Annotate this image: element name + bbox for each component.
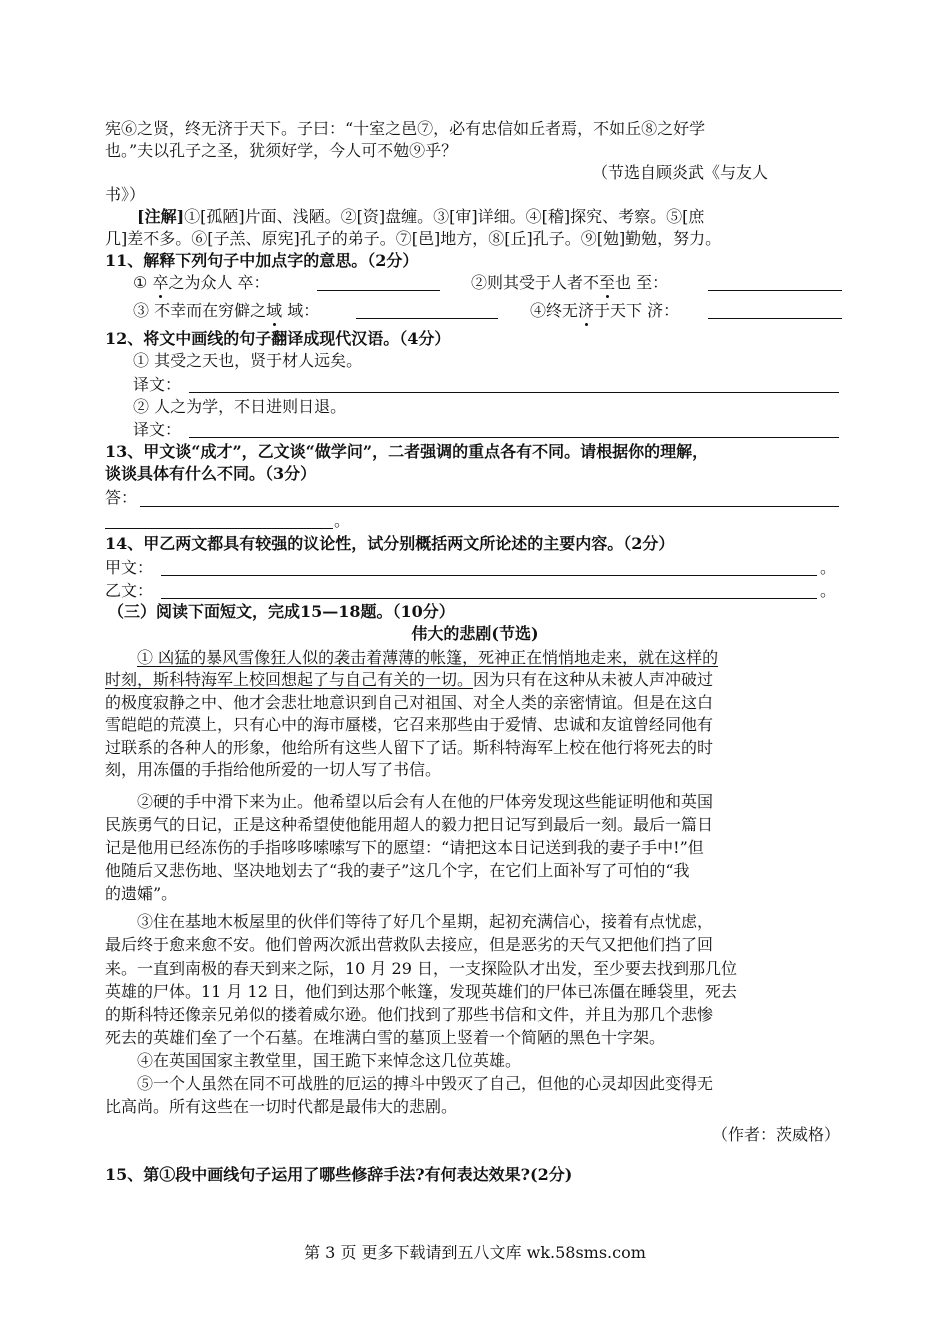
article-title: 伟大的悲剧(节选) — [411, 624, 539, 643]
article-line: 民族勇气的日记，正是这种希望使他能用超人的毅力把日记写到最后一刻。最后一篇日 — [105, 815, 714, 834]
q11-item-3 — [133, 300, 319, 322]
underlined-sentence: ① 凶猛的暴风雪像狂人似的袭击着薄薄的帐篷，死神正在悄悄地走来，就在这样的 — [137, 648, 719, 667]
q13-answer-line-2[interactable] — [105, 528, 333, 529]
article-line: 刻，用冻僵的手指给他所爱的一切人写了书信。 — [105, 760, 442, 779]
q11-text: ① — [133, 273, 153, 292]
q11-text: ④终无 — [530, 301, 579, 320]
article-paragraph-1 — [137, 647, 718, 669]
q12-answer-line-2[interactable] — [189, 437, 839, 438]
article-line: 来。一直到南极的春天到来之际，10 月 29 日，一支探险队才出发，至少要去找到那几位 — [105, 959, 737, 978]
note-line — [137, 206, 704, 228]
q12-sentence-1: ① 其受之天也，贤于材人远矣。 — [133, 351, 363, 370]
question-13-title: 谈谈具体有什么不同。（3分） — [105, 464, 317, 483]
q14-end-b: 。 — [820, 581, 837, 600]
article-line: 记是他用已经冻伤的手指哆哆嗦嗦写下的愿望：“请把这本日记送到我的妻子手中!”但 — [105, 838, 704, 857]
passage-line: 宪⑥之贤，终无济于天下。子曰：“十室之邑⑦，必有忠信如丘者焉，不如丘⑧之好学 — [105, 119, 706, 138]
question-13-title: 13、甲文谈“成才”，乙文谈“做学问”，二者强调的重点各有不同。请根据你的理解， — [105, 442, 709, 461]
q13-end-mark: 。 — [334, 511, 351, 530]
q11-item-4 — [530, 300, 679, 322]
note-line: 几]差不多。⑥[子羔、原宪]孔子的弟子。⑦[邑]地方，⑧[丘]孔子。⑨[勉]勤勉，努力。 — [105, 229, 722, 248]
article-line: 英雄的尸体。11 月 12 日，他们到达那个帐篷，发现英雄们的尸体已冻僵在睡袋里，死去 — [105, 982, 737, 1001]
article-line: 的极度寂静之中、他才会悲壮地意识到自己对祖国、对全人类的亲密情谊。但是在这白 — [105, 693, 714, 712]
q14-answer-line-a[interactable] — [161, 575, 817, 576]
article-line: 最后终于愈来愈不安。他们曾两次派出营救队去接应，但是恶劣的天气又把他们挡了回 — [105, 935, 714, 954]
q11-dotted-char: 域 — [266, 301, 283, 320]
underlined-sentence: 时刻，斯科特海军上校回想起了与自己有关的一切。 — [105, 670, 474, 689]
article-line: 的遗孀”。 — [105, 884, 178, 903]
note-text: ①[孤陋]片面、浅陋。②[资]盘缠。③[审]详细。④[稽]探究、考察。⑤[庶 — [184, 207, 705, 226]
section-3-heading: （三）阅读下面短文，完成15—18题。（10分） — [108, 602, 455, 621]
article-line: 的斯科特还像亲兄弟似的搂着威尔逊。他们找到了那些书信和文件，并且为那几个悲惨 — [105, 1005, 714, 1024]
q11-text: ②则其受于人者不 — [471, 273, 600, 292]
passage-source: 书》） — [105, 185, 146, 204]
q12-label-2: 译文： — [133, 420, 182, 439]
q11-answer-blank-3[interactable] — [356, 318, 498, 319]
q11-item-1 — [133, 272, 270, 294]
q13-answer-line-1[interactable] — [140, 506, 839, 507]
question-11-title: 11、解释下列句子中加点字的意思。（2分） — [105, 251, 419, 270]
question-12-title: 12、将文中画线的句子翻译成现代汉语。（4分） — [105, 329, 451, 348]
article-line: 雪皑皑的荒漠上，只有心中的海市蜃楼，它召来那些由于爱情、忠诚和友谊曾经同他有 — [105, 715, 714, 734]
q11-dotted-char: 济 — [578, 301, 595, 320]
q11-text: 域： — [282, 301, 320, 320]
question-14-title: 14、甲乙两文都具有较强的议论性，试分别概括两文所论述的主要内容。（2分） — [105, 534, 675, 553]
q14-answer-line-b[interactable] — [161, 598, 817, 599]
q11-answer-blank-4[interactable] — [708, 318, 842, 319]
article-line: 死去的英雄们垒了一个石墓。在堆满白雪的墓顶上竖着一个简陋的黑色十字架。 — [105, 1028, 666, 1047]
passage-line: 也。”夫以孔子之圣，犹须好学，今人可不勉⑨乎？ — [105, 141, 458, 160]
q12-answer-line-1[interactable] — [189, 392, 839, 393]
q11-answer-blank-1[interactable] — [317, 290, 440, 291]
q11-answer-blank-2[interactable] — [708, 290, 842, 291]
article-paragraph-4: ④在英国国家主教堂里，国王跪下来悼念这几位英雄。 — [137, 1051, 522, 1070]
article-paragraph-2: ②硬的手中滑下来为止。他希望以后会有人在他的尸体旁发现这些能证明他和英国 — [137, 792, 714, 811]
article-text: 因为只有在这种从未被人声冲破过 — [473, 670, 714, 689]
q14-label-a: 甲文： — [105, 558, 154, 577]
q12-sentence-2: ② 人之为学，不日进则日退。 — [133, 397, 347, 416]
q14-label-b: 乙文： — [105, 581, 154, 600]
article-author: （作者：茨威格） — [711, 1125, 840, 1144]
page-footer: 第 3 页 更多下载请到五八文库 wk.58sms.com — [304, 1243, 646, 1262]
q11-text: 也 至： — [615, 273, 669, 292]
q14-end-a: 。 — [820, 558, 837, 577]
q11-text: 之为众人 卒： — [168, 273, 270, 292]
q11-dotted-char: 卒 — [152, 273, 169, 292]
q12-label-1: 译文： — [133, 375, 182, 394]
article-paragraph-5: ⑤一个人虽然在同不可战胜的厄运的搏斗中毁灭了自己，但他的心灵却因此变得无 — [137, 1074, 714, 1093]
question-15-title: 15、第①段中画线句子运用了哪些修辞手法?有何表达效果?(2分) — [105, 1165, 573, 1184]
article-line: 他随后又悲伤地、坚决地划去了“我的妻子”这几个字，在它们上面补写了可怕的“我 — [105, 861, 690, 880]
article-paragraph-3: ③住在基地木板屋里的伙伴们等待了好几个星期，起初充满信心，接着有点忧虑， — [137, 912, 714, 931]
passage-source: （节选自顾炎武《与友人 — [592, 163, 769, 182]
article-line: 过联系的各种人的形象，他给所有这些人留下了话。斯科特海军上校在他行将死去的时 — [105, 738, 714, 757]
note-label: [注解] — [137, 207, 185, 226]
q11-text: ③ 不幸而在穷僻之 — [133, 301, 267, 320]
q13-answer-label: 答： — [105, 488, 138, 507]
q11-dotted-char: 至 — [599, 273, 616, 292]
q11-item-2 — [471, 272, 668, 294]
article-line: 比高尚。所有这些在一切时代都是最伟大的悲剧。 — [105, 1097, 458, 1116]
article-paragraph-1 — [105, 669, 713, 691]
q11-text: 于天下 济： — [594, 301, 680, 320]
